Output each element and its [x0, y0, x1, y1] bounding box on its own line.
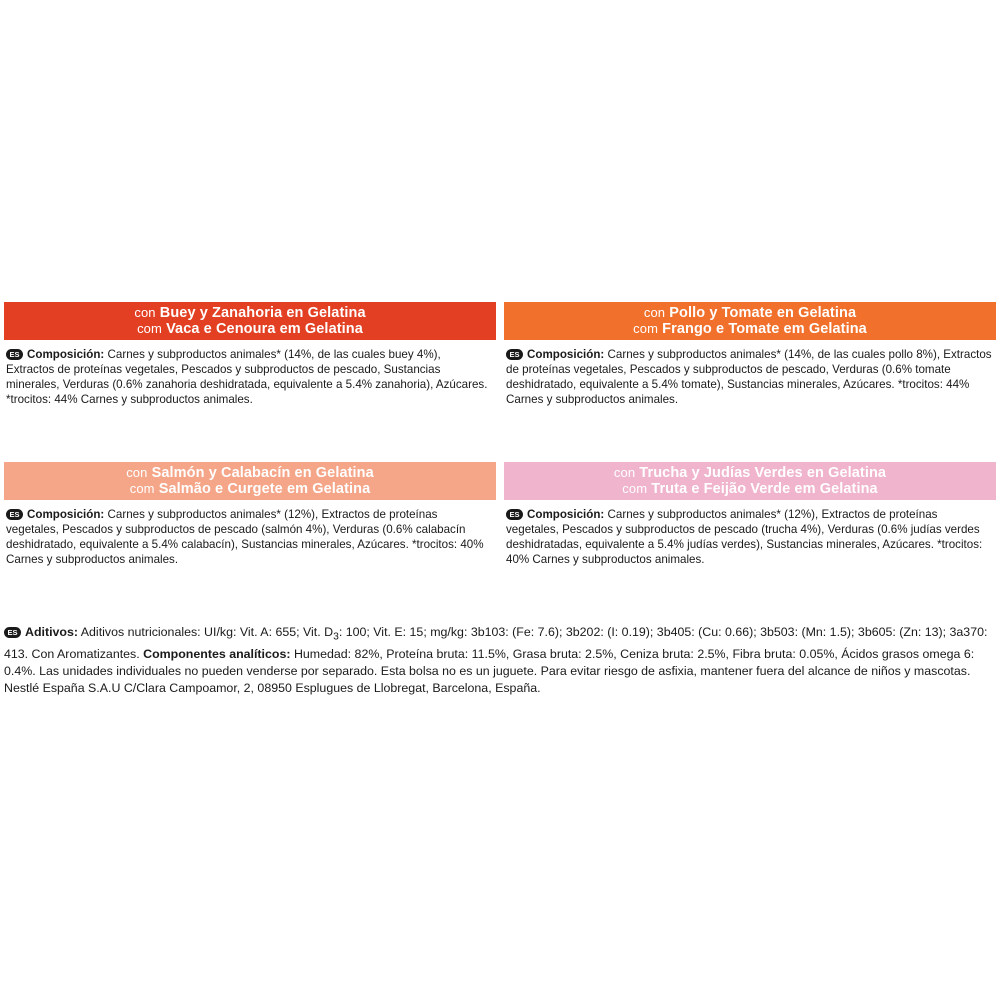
composition-text — [4, 507, 496, 567]
composition-label: Composición: — [527, 348, 605, 361]
product-title-banner — [4, 462, 496, 500]
additives-label: Aditivos: — [25, 625, 79, 639]
product-title-banner — [504, 462, 996, 500]
composition-body: Carnes y subproductos animales* (14%, de las cuales pollo 8%), Extractos de proteínas vegetales, Pescados y subproductos de pescado, Verduras (0.6% tomate deshidratado, equivalente a 5.4% tomate), Sustancias minerales, Azúcares. *trocitos: 44% Carnes y subproductos animales. — [506, 348, 992, 406]
additives-section — [4, 624, 996, 697]
product-title-es: con Salmón y Calabacín en Gelatina — [126, 465, 374, 481]
product-panel-beef-carrot — [4, 302, 496, 407]
product-title-pt: com Frango e Tomate em Gelatina — [633, 321, 867, 337]
product-panel-chicken-tomato — [504, 302, 996, 407]
language-badge-icon: ES — [506, 509, 523, 520]
composition-label: Composición: — [527, 508, 605, 521]
product-panel-salmon-zucchini — [4, 462, 496, 567]
additives-text-cont: : 100; Vit. E: 15; mg/kg: 3b103: (Fe: 7.6); 3b202: (I: 0.19); 3b405: (Cu: 0.66); 3b503: (Mn: 1.5); 3b605: (Zn: 13); 3a370: 413. Con Aromatizantes. — [4, 625, 988, 661]
composition-label: Composición: — [27, 508, 105, 521]
product-title-es: con Trucha y Judías Verdes en Gelatina — [613, 465, 887, 481]
language-badge-icon: ES — [6, 509, 23, 520]
composition-body: Carnes y subproductos animales* (12%), Extractos de proteínas vegetales, Pescados y subproductos de pescado (trucha 4%), Verduras (0.6% judías verdes deshidratadas, equivalente a 5.4% judías verdes), Sustancias minerales, Azúcares. *trocitos: 40% Carnes y subproductos animales. — [506, 508, 983, 566]
composition-text — [4, 347, 496, 407]
product-title-es: con Buey y Zanahoria en Gelatina — [134, 305, 366, 321]
composition-text — [504, 347, 996, 407]
product-title-es: con Pollo y Tomate en Gelatina — [643, 305, 857, 321]
composition-text — [504, 507, 996, 567]
composition-label: Composición: — [27, 348, 105, 361]
composition-body: Carnes y subproductos animales* (14%, de las cuales buey 4%), Extractos de proteínas vegetales, Pescados y subproductos de pescado, Sustancias minerales, Verduras (0.6% zanahoria deshidratada, equivalente a 5.4% zanahoria), Azúcares. *trocitos: 44% Carnes y subproductos animales. — [6, 348, 488, 406]
language-badge-icon: ES — [6, 349, 23, 360]
vitamin-d-subscript: 3 — [333, 631, 339, 643]
product-title-pt: com Truta e Feijão Verde em Gelatina — [622, 481, 878, 497]
product-title-pt: com Vaca e Cenoura em Gelatina — [137, 321, 363, 337]
product-panel-trout-green-beans — [504, 462, 996, 567]
analytic-components-text: Humedad: 82%, Proteína bruta: 11.5%, Grasa bruta: 2.5%, Ceniza bruta: 2.5%, Fibra bruta: 0.05%, Ácidos grasos omega 6: 0.4%. Las unidades individuales no pueden venderse por separado. Esta bolsa no es un juguete. Para evitar riesgo de asfixia, mantener fuera del alcance de niños y mascotas. Nestlé España S.A.U C/Clara Campoamor, 2, 08950 Esplugues de Llobregat, Barcelona, España. — [4, 646, 975, 696]
language-badge-icon: ES — [506, 349, 523, 360]
composition-body: Carnes y subproductos animales* (12%), Extractos de proteínas vegetales, Pescados y subproductos de pescado (salmón 4%), Verduras (0.6% calabacín deshidratado, equivalente a 5.4% calabacín), Sustancias minerales, Azúcares. *trocitos: 40% Carnes y subproductos animales. — [6, 508, 484, 566]
product-title-banner — [4, 302, 496, 340]
analytic-components-label: Componentes analíticos: — [143, 646, 291, 661]
product-title-pt: com Salmão e Curgete em Gelatina — [129, 481, 371, 497]
additives-text: Aditivos nutricionales: UI/kg: Vit. A: 655; Vit. D — [80, 625, 334, 639]
product-title-banner — [504, 302, 996, 340]
language-badge-icon: ES — [4, 627, 21, 638]
